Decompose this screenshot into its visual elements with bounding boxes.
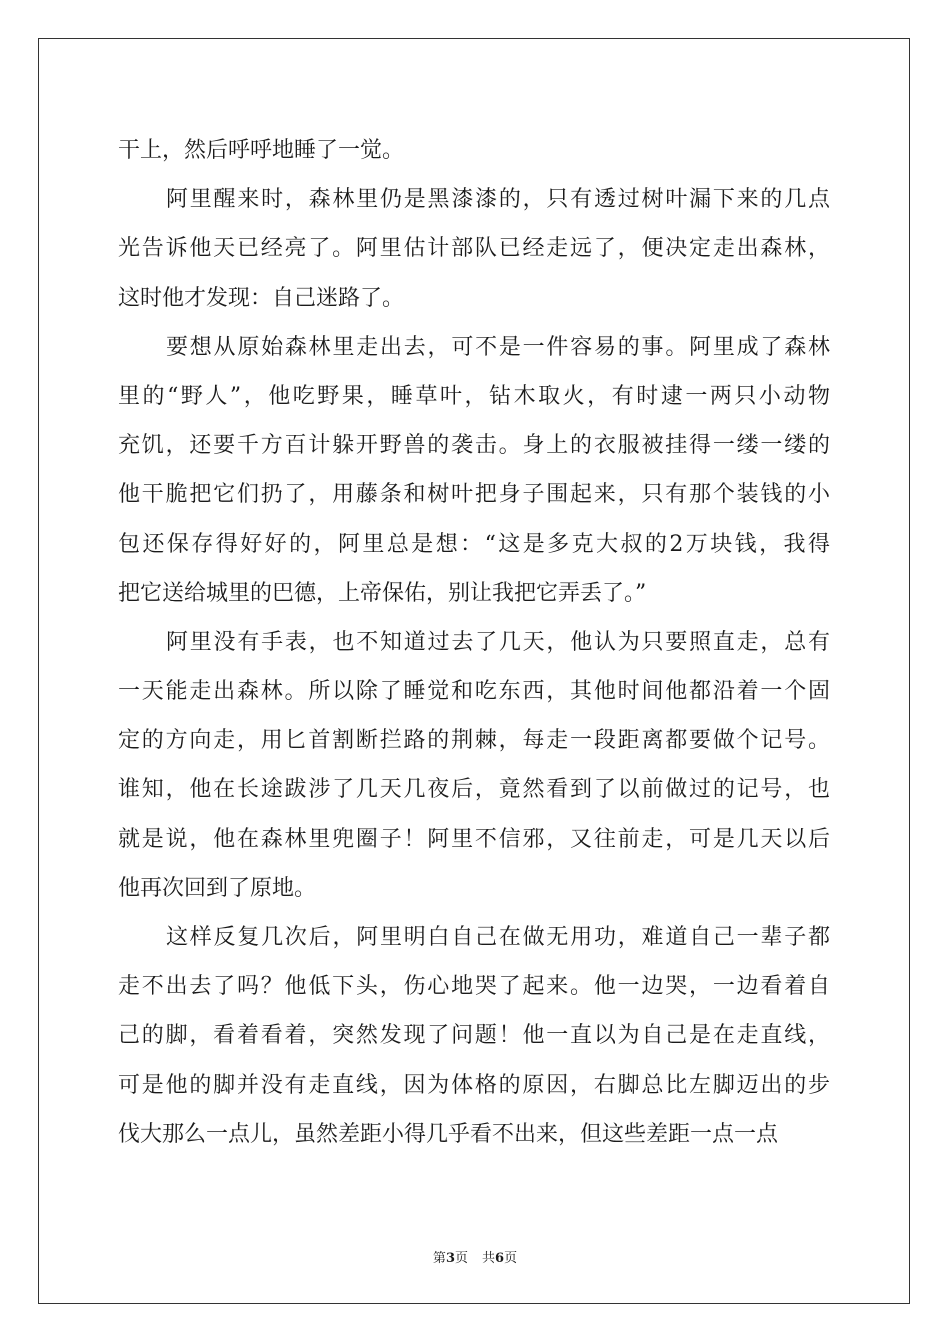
text-line: 里的“野人”，他吃野果，睡草叶，钻木取火，有时逮一两只小动物 [118,383,830,409]
page-suffix: 页 [454,1251,468,1266]
page-footer [0,1247,950,1266]
text-line: 这时他才发现：自己迷路了。 [118,285,405,311]
text-line: 这样反复几次后，阿里明白自己在做无用功，难道自己一辈子都 [166,925,830,950]
text-line: 光告诉他天已经亮了。阿里估计部队已经走远了，便决定走出森林， [118,236,830,262]
text-line: 可是他的脚并没有走直线，因为体格的原因，右脚总比左脚迈出的步 [118,1072,830,1098]
paragraph [118,126,830,175]
text-line: 己的脚，看着看着，突然发现了问题！他一直以为自己是在走直线， [118,1023,830,1049]
page-number: 3 [445,1251,455,1266]
paragraph [118,913,830,1159]
text-line: 阿里没有手表，也不知道过去了几天，他认为只要照直走，总有 [166,629,830,655]
total-pages: 6 [495,1251,505,1266]
text-line: 他再次回到了原地。 [118,875,317,901]
text-line: 伐大那么一点儿，虽然差距小得几乎看不出来，但这些差距一点一点 [118,1121,779,1147]
text-line: 阿里醒来时，森林里仍是黑漆漆的，只有透过树叶漏下来的几点 [166,187,830,213]
text-line: 包还保存得好好的，阿里总是想：“这是多克大叔的2万块钱，我得 [118,531,830,557]
text-line: 要想从原始森林里走出去，可不是一件容易的事。阿里成了森林 [166,334,830,360]
text-line: 把它送给城里的巴德，上帝保佑，别让我把它弄丢了。” [118,580,647,606]
total-suffix: 页 [504,1251,518,1266]
text-line: 就是说，他在森林里兜圈子！阿里不信邪，又往前走，可是几天以后 [118,826,830,852]
text-line: 一天能走出森林。所以除了睡觉和吃东西，其他时间他都沿着一个固 [118,679,830,705]
text-line: 干上，然后呼呼地睡了一觉。 [118,138,405,163]
total-prefix: 共 [482,1251,496,1266]
paragraph [118,175,830,323]
paragraph [118,323,830,618]
text-line: 他干脆把它们扔了，用藤条和树叶把身子围起来，只有那个装钱的小 [118,482,830,508]
paragraph [118,618,830,913]
text-line: 走不出去了吗？他低下头，伤心地哭了起来。他一边哭，一边看着自 [118,974,830,1000]
page-prefix: 第 [432,1251,446,1266]
text-line: 谁知，他在长途跋涉了几天几夜后，竟然看到了以前做过的记号，也 [118,777,830,803]
text-line: 充饥，还要千方百计躲开野兽的袭击。身上的衣服被挂得一缕一缕的 [118,433,830,459]
text-line: 定的方向走，用匕首割断拦路的荆棘，每走一段距离都要做个记号。 [118,728,830,754]
document-body [118,126,830,1159]
